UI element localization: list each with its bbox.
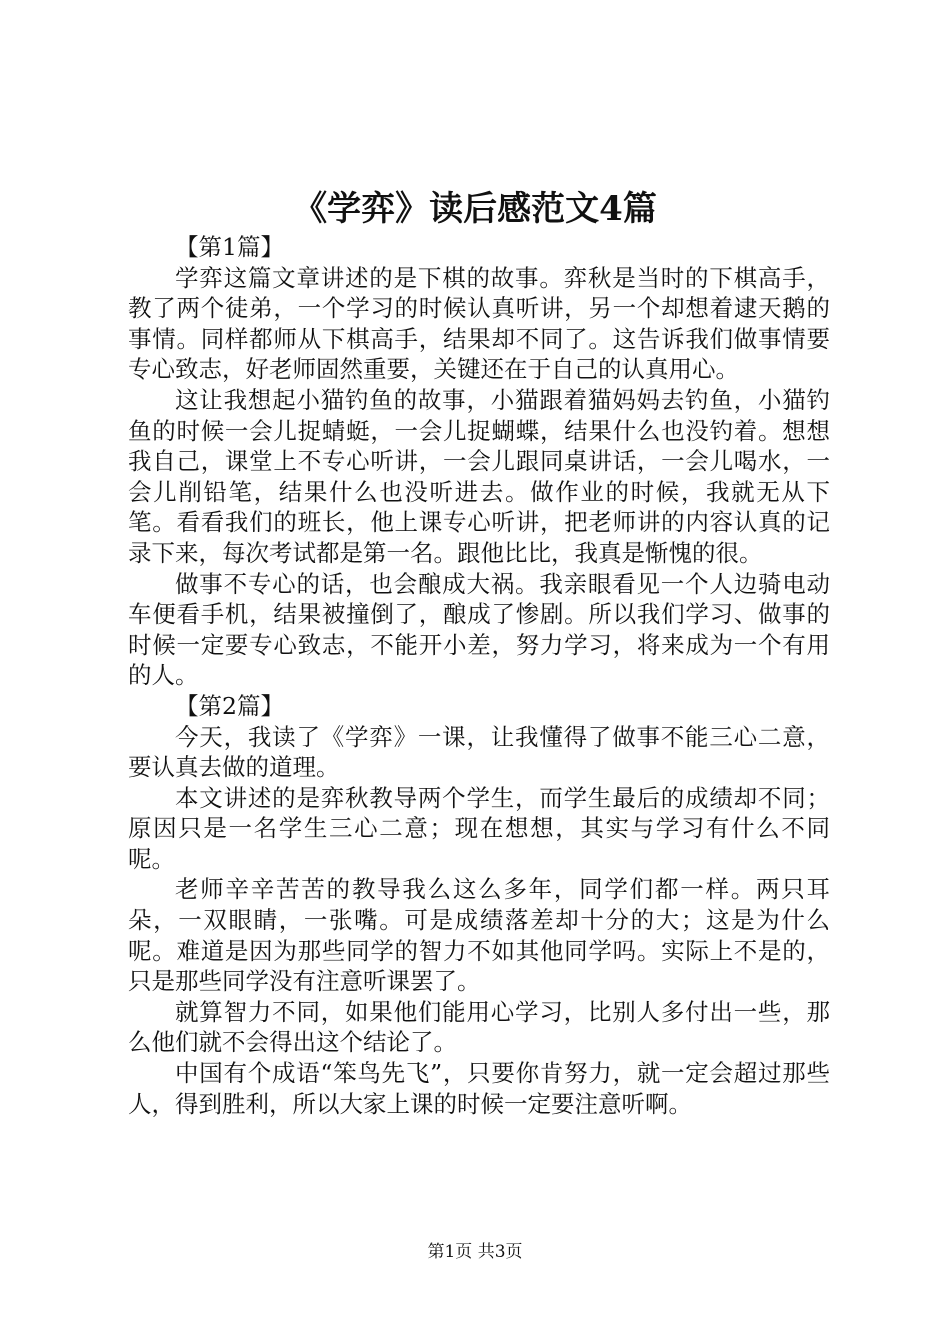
- page-footer: 第1页 共3页: [427, 1242, 523, 1262]
- section-2-heading: 【第2篇】: [175, 691, 284, 720]
- section-2-paragraph-1: 今天，我读了《学弈》一课，让我懂得了做事不能三心二意，要认真去做的道理。: [128, 722, 830, 782]
- section-2-paragraph-5: 中国有个成语“笨鸟先飞”，只要你肯努力，就一定会超过那些人，得到胜利，所以大家上课的时候一定要注意听啊。: [128, 1059, 830, 1118]
- section-1-paragraph-3: 做事不专心的话，也会酿成大祸。我亲眼看见一个人边骑电动车便看手机，结果被撞倒了，酿成了惨剧。所以我们学习、做事的时候一定要专心致志，不能开小差，努力学习，将来成为一个有用的人。: [128, 569, 830, 690]
- section-2-paragraph-2: 本文讲述的是弈秋教导两个学生，而学生最后的成绩却不同；原因只是一名学生三心二意；现在想想，其实与学习有什么不同呢。: [128, 783, 830, 873]
- section-1-paragraph-2: 这让我想起小猫钓鱼的故事，小猫跟着猫妈妈去钓鱼，小猫钓鱼的时候一会儿捉蜻蜓，一会儿捉蝴蝶，结果什么也没钓着。想想我自己，课堂上不专心听讲，一会儿跟同桌讲话，一会儿喝水，一会儿削铅笔，结果什么也没听进去。做作业的时候，我就无从下笔。看看我们的班长，他上课专心听讲，把老师讲的内容认真的记录下来，每次考试都是第一名。跟他比比，我真是惭愧的很。: [128, 385, 830, 567]
- section-2-paragraph-3: 老师辛辛苦苦的教导我么这么多年，同学们都一样。两只耳朵，一双眼睛，一张嘴。可是成绩落差却十分的大；这是为什么呢。难道是因为那些同学的智力不如其他同学吗。实际上不是的，只是那些同学没有注意听课罢了。: [128, 875, 830, 996]
- section-1-paragraph-1: 学弈这篇文章讲述的是下棋的故事。弈秋是当时的下棋高手，教了两个徒弟，一个学习的时候认真听讲，另一个却想着逮天鹅的事情。同样都师从下棋高手，结果却不同了。这告诉我们做事情要专心致志，好老师固然重要，关键还在于自己的认真用心。: [128, 263, 830, 384]
- document-title: 《学弈》读后感范文4篇: [293, 189, 657, 229]
- document-body: [128, 232, 830, 1119]
- section-1-heading: 【第1篇】: [175, 233, 284, 261]
- section-2-paragraph-4: 就算智力不同，如果他们能用心学习，比别人多付出一些，那么他们就不会得出这个结论了。: [128, 997, 830, 1057]
